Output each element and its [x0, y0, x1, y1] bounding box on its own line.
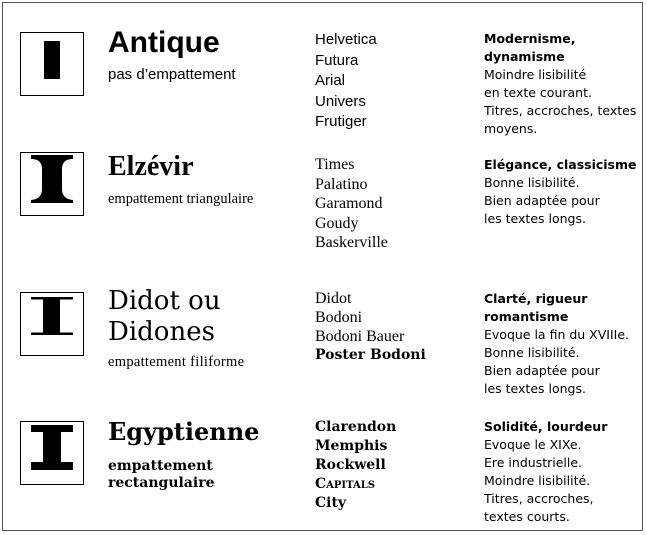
description-line: Titres, accroches, textes: [484, 103, 637, 118]
font-list: [315, 418, 396, 513]
font-name: Bodoni: [315, 309, 363, 326]
category-name: [108, 286, 221, 348]
font-name: Arial: [315, 72, 346, 89]
font-name: Memphis: [315, 438, 388, 454]
font-name: Clarendon: [315, 419, 397, 435]
description-line: Bien adaptée pour: [484, 193, 600, 208]
font-name: Helvetica: [315, 31, 377, 48]
description-heading: Clarté, rigueur: [484, 291, 588, 306]
category-subtitle: pas d’empattement: [108, 66, 236, 83]
category-subtitle-line: empattement: [108, 458, 213, 474]
font-name: Univers: [315, 92, 366, 110]
description-line: Ere industrielle.: [484, 455, 583, 470]
font-name: Garamond: [315, 195, 383, 212]
description-line: Evoque le XIXe.: [484, 437, 582, 452]
description-line: les textes longs.: [484, 381, 586, 396]
description-heading: Modernisme,: [484, 31, 576, 46]
description-line: en texte courant.: [484, 85, 592, 100]
category-subtitle-line: rectangulaire: [108, 475, 215, 491]
description-line: Titres, accroches,: [484, 491, 594, 506]
category-subtitle: empattement filiforme: [108, 354, 245, 370]
font-name: City: [315, 495, 347, 511]
description-line: Moindre lisibilité: [484, 67, 587, 82]
font-list: [315, 30, 377, 133]
description-heading: romantisme: [484, 309, 569, 324]
font-list: [315, 289, 426, 365]
font-name: Frutiger: [315, 113, 367, 130]
description-line: Bonne lisibilité.: [484, 175, 580, 190]
font-name: Capitals: [315, 476, 376, 492]
font-name: Rockwell: [315, 457, 386, 473]
font-name: Goudy: [315, 214, 359, 232]
category-subtitle: [108, 458, 308, 492]
font-name: Times: [315, 156, 355, 173]
category-name: Antique: [108, 26, 220, 59]
category-description: [484, 418, 644, 526]
description-heading: Elégance, classicisme: [484, 157, 637, 172]
description-line: les textes longs.: [484, 211, 586, 226]
category-description: [484, 290, 644, 398]
font-list: [315, 155, 388, 253]
category-name: Egyptienne: [108, 417, 260, 446]
description-line: Moindre lisibilité.: [484, 473, 591, 488]
category-subtitle: empattement triangulaire: [108, 191, 254, 207]
font-name: Baskerville: [315, 234, 388, 251]
description-line: moyens.: [484, 121, 538, 136]
category-name-line: Didot ou: [108, 286, 221, 316]
description-line: Evoque la fin du XVIIIe.: [484, 327, 630, 342]
description-heading: dynamisme: [484, 49, 565, 64]
font-name: Didot: [315, 290, 352, 307]
sans-serif-stem-icon: [20, 32, 84, 96]
category-description: [484, 156, 644, 228]
category-name-line: Didones: [108, 317, 215, 347]
slab-serif-stem-icon: [20, 421, 84, 485]
category-description: [484, 30, 644, 138]
description-line: textes courts.: [484, 509, 570, 524]
font-name: Futura: [315, 51, 359, 69]
category-name: Elzévir: [108, 151, 194, 182]
triangular-serif-stem-icon: [20, 152, 84, 216]
font-name: Palatino: [315, 175, 368, 193]
description-line: Bien adaptée pour: [484, 363, 600, 378]
font-name: Bodoni Bauer: [315, 328, 405, 345]
hairline-serif-stem-icon: [20, 292, 84, 356]
font-name: Poster Bodoni: [315, 347, 426, 363]
description-heading: Solidité, lourdeur: [484, 419, 608, 434]
description-line: Bonne lisibilité.: [484, 345, 580, 360]
